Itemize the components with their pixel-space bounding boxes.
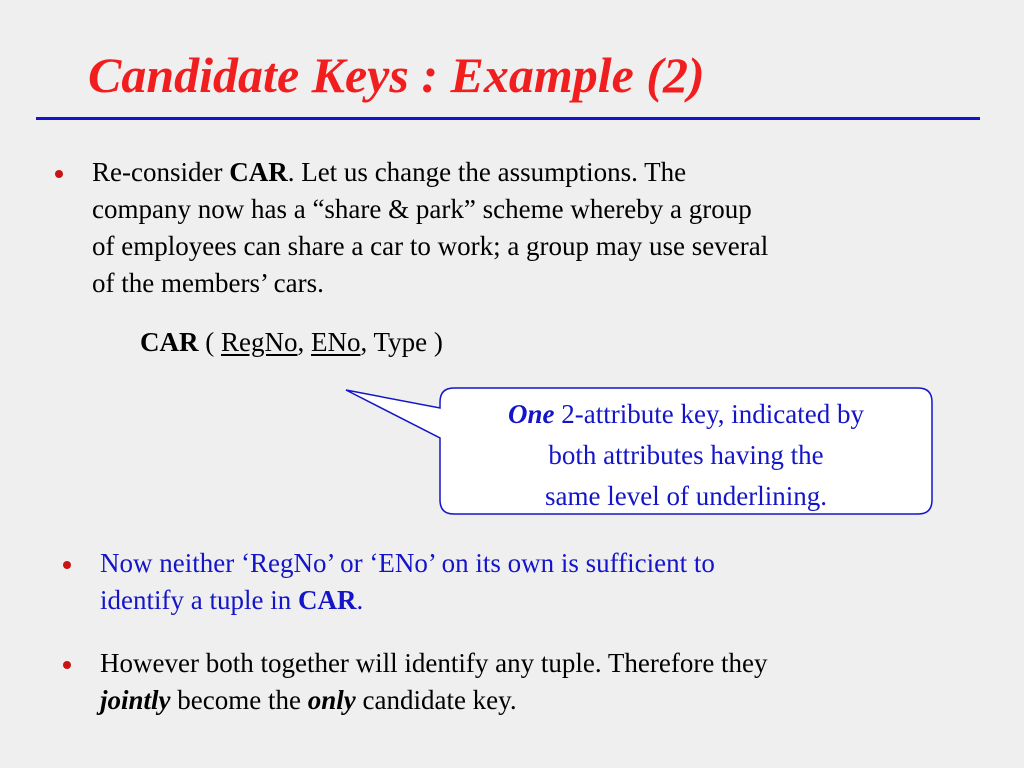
relation-name-car: CAR [297,585,357,615]
bullet-paragraph-3 [100,645,768,719]
bullet-1-line-4: of the members’ cars. [92,268,324,298]
emphasis-only: only [307,685,356,715]
relation-name-car: CAR [229,157,288,187]
bullet-3-line-1: However both together will identify any tuple. Therefore they [100,648,768,678]
bullet-dot [63,561,71,569]
slide-title: Candidate Keys : Example (2) [88,47,705,103]
bullet-dot [63,661,71,669]
bullet-2-line-2: identify a tuple in CAR. [100,585,364,615]
bullet-2-line-1: Now neither ‘RegNo’ or ‘ENo’ on its own is sufficient to [100,548,715,578]
bullet-3-line-2: jointly become the only candidate key. [100,685,517,715]
bullet-1-line-3: of employees can share a car to work; a group may use several [92,231,769,261]
callout-text [442,394,930,517]
callout-line-1: One 2-attribute key, indicated by [508,399,864,429]
callout-line-2: both attributes having the [548,440,824,470]
bullet-1-line-2: company now has a “share & park” scheme whereby a group [92,194,752,224]
relation-schema: CAR ( RegNo, ENo, Type ) [140,327,443,357]
relation-name: CAR [140,327,199,357]
callout-line-3: same level of underlining. [545,481,827,511]
emphasis-jointly: jointly [100,685,171,715]
key-attribute-eno: ENo [311,327,361,357]
bullet-1-line-1: Re-consider CAR. Let us change the assumptions. The [92,157,687,187]
key-attribute-regno: RegNo [221,327,298,357]
bullet-paragraph-2 [100,545,715,619]
callout-emphasis-one: One [508,399,555,429]
